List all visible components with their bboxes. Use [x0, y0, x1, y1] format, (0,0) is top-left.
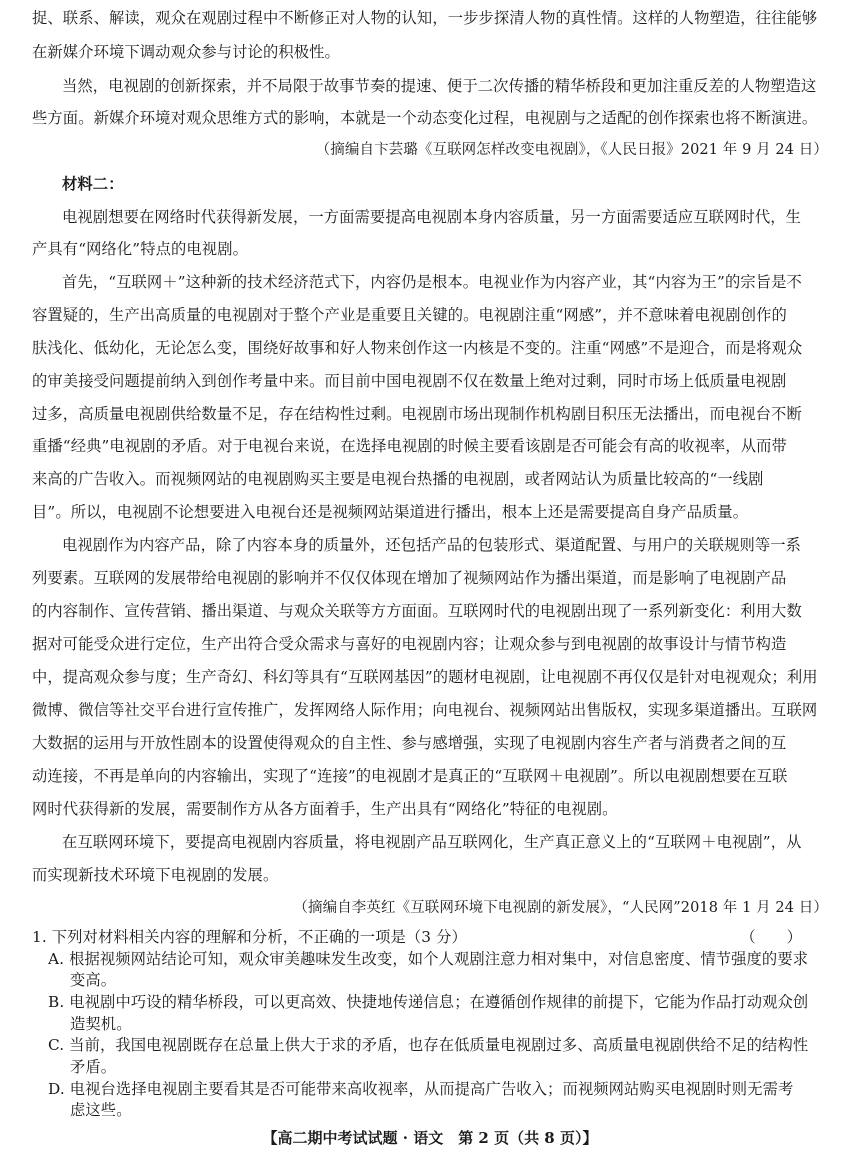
text-line: 捉、联系、解读，观众在观剧过程中不断修正对人物的认知，一步步探清人物的真性情。这样的人物塑造，往往能够	[32, 9, 818, 27]
text-line: 据对可能受众进行定位，生产出符合受众需求与喜好的电视剧内容；让观众参与到电视剧的故事设计与情节构造	[32, 635, 787, 653]
option-a: A. 根据视频网站结论可知，观众审美趣味发生改变，如个人观剧注意力相对集中，对信息密度、情节强度的要求	[48, 949, 809, 968]
option-d-cont: 虑这些。	[70, 1101, 132, 1120]
source-citation: （摘编自卞芸璐《互联网怎样改变电视剧》，《人民日报》2021 年 9 月 24 日）	[315, 142, 828, 158]
text-line: 重播“经典”电视剧的矛盾。对于电视台来说，在选择电视剧的时候主要看该剧是否可能会有高的收视率，从而带	[32, 437, 787, 455]
text-line: 的内容制作、宣传营销、播出渠道、与观众关联等方方面面。互联网时代的电视剧出现了一系列新变化：利用大数	[32, 602, 802, 620]
option-b-cont: 造契机。	[70, 1014, 132, 1033]
answer-blank: （ ）	[740, 928, 802, 946]
option-b: B. 电视剧中巧设的精华桥段，可以更高效、快捷地传递信息；在遵循创作规律的前提下，它能为作品打动观众创	[48, 993, 809, 1011]
text-line: 的审美接受问题提前纳入到创作考量中来。而目前中国电视剧不仅在数量上绝对过剩，同时市场上低质量电视剧	[32, 372, 787, 390]
text-line: 而实现新技术环境下电视剧的发展。	[32, 866, 279, 884]
question-stem	[32, 927, 832, 949]
option-c-cont: 矛盾。	[70, 1058, 117, 1076]
text-line: 大数据的运用与开放性剧本的设置使得观众的自主性、参与感增强，实现了电视剧内容生产者与消费者之间的互	[32, 734, 787, 752]
section-heading: 材料二：	[62, 175, 124, 193]
option-d: D. 电视台选择电视剧主要看其是否可能带来高收视率，从而提高广告收入；而视频网站购买电视剧时则无需考	[48, 1079, 794, 1098]
text-line: 来高的广告收入。而视频网站的电视剧购买主要是电视台热播的电视剧，或者网站认为质量比较高的“一线剧	[32, 470, 764, 488]
text-line: 微博、微信等社交平台进行宣传推广，发挥网络人际作用；向电视台、视频网站出售版权，实现多渠道播出。互联网	[32, 701, 818, 719]
text-line: 电视剧想要在网络时代获得新发展，一方面需要提高电视剧本身内容质量，另一方面需要适应互联网时代，生	[62, 208, 802, 226]
text-line: 肤浅化、低幼化，无论怎么变，围绕好故事和好人物来创作这一内核是不变的。注重“网感”不是迎合，而是将观众	[32, 339, 803, 357]
text-line: 首先，“互联网＋”这种新的技术经济范式下，内容仍是根本。电视业作为内容产业，其“内容为王”的宗旨是不	[62, 273, 802, 291]
text-line: 些方面。新媒介环境对观众思维方式的影响，本就是一个动态变化过程，电视剧与之适配的创作探索也将不断演进。	[32, 109, 818, 127]
page-footer: 【高二期中考试试题 · 语文 第 2 页（共 8 页）】	[262, 1129, 598, 1147]
question-text: 1. 下列对材料相关内容的理解和分析，不正确的一项是（3 分）	[32, 928, 467, 946]
text-line: 动连接，不再是单向的内容输出，实现了“连接”的电视剧才是真正的“互联网＋电视剧”。所以电视剧想要在互联	[32, 767, 788, 785]
text-line: 中，提高观众参与度；生产奇幻、科幻等具有“互联网基因”的题材电视剧，让电视剧不再仅仅是针对电视观众；利用	[32, 668, 818, 686]
text-line: 电视剧作为内容产品，除了内容本身的质量外，还包括产品的包装形式、渠道配置、与用户的关联规则等一系	[62, 536, 802, 554]
text-line: 容置疑的，生产出高质量的电视剧对于整个产业是重要且关键的。电视剧注重“网感”，并不意味着电视剧创作的	[32, 306, 787, 324]
text-line: 当然，电视剧的创新探索，并不局限于故事节奏的提速、便于二次传播的精华桥段和更加注重反差的人物塑造这	[62, 77, 817, 95]
text-line: 列要素。互联网的发展带给电视剧的影响并不仅仅体现在增加了视频网站作为播出渠道，而是影响了电视剧产品	[32, 569, 787, 587]
text-line: 在互联网环境下，要提高电视剧内容质量，将电视剧产品互联网化，生产真正意义上的“互联网＋电视剧”，从	[62, 833, 802, 851]
source-citation: （摘编自李英红《互联网环境下电视剧的新发展》，“人民网”2018 年 1 月 24 日）	[293, 900, 828, 916]
text-line: 产具有“网络化”特点的电视剧。	[32, 240, 249, 258]
text-line: 过多，高质量电视剧供给数量不足，存在结构性过剩。电视剧市场出现制作机构剧目积压无法播出，而电视台不断	[32, 405, 802, 423]
option-a-cont: 变高。	[70, 971, 117, 990]
text-line: 在新媒介环境下调动观众参与讨论的积极性。	[32, 43, 340, 61]
text-line: 目”。所以，电视剧不论想要进入电视台还是视频网站渠道进行播出，根本上还是需要提高自身产品质量。	[32, 503, 749, 521]
text-line: 网时代获得新的发展，需要制作方从各方面着手，生产出具有“网络化”特征的电视剧。	[32, 800, 618, 818]
option-c: C. 当前，我国电视剧既存在总量上供大于求的矛盾，也存在低质量电视剧过多、高质量电视剧供给不足的结构性	[48, 1036, 809, 1055]
